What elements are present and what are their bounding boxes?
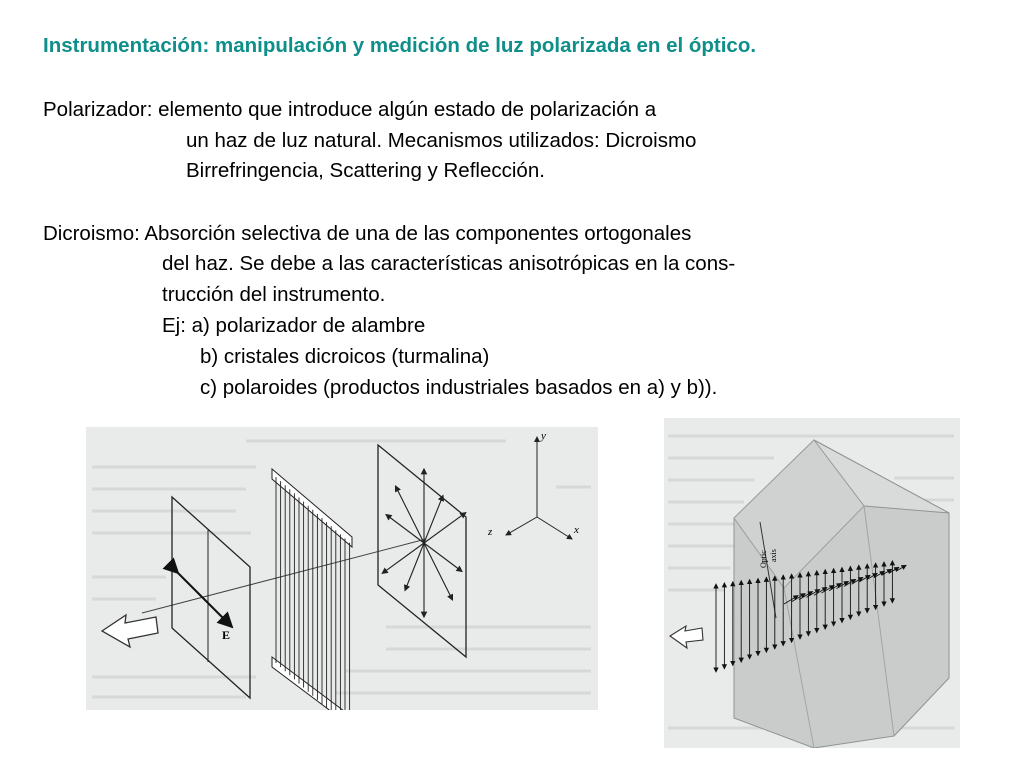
optic-label: Optic bbox=[759, 550, 768, 568]
output-arrow-icon bbox=[102, 615, 158, 647]
dichroic-crystal-figure bbox=[664, 418, 960, 748]
x-axis-label: x bbox=[574, 524, 579, 536]
wire-grid-polarizer-figure bbox=[86, 427, 598, 710]
dicroismo-line-3: trucción del instrumento. bbox=[162, 283, 386, 306]
dicroismo-line-1: Dicroismo: Absorción selectiva de una de las componentes ortogonales bbox=[43, 222, 692, 245]
polarizador-line-1: Polarizador: elemento que introduce algún estado de polarización a bbox=[43, 98, 657, 121]
axis-label: axis bbox=[769, 549, 778, 562]
dicroismo-example-b: b) cristales dicroicos (turmalina) bbox=[200, 345, 490, 368]
dicroismo-example-c: c) polaroides (productos industriales basados en a) y b)). bbox=[200, 376, 718, 399]
y-axis-label: y bbox=[541, 430, 546, 442]
wire-grid-icon bbox=[272, 469, 352, 710]
incident-arrow-icon bbox=[670, 626, 703, 648]
slide-title: Instrumentación: manipulación y medición de luz polarizada en el óptico. bbox=[43, 34, 757, 57]
e-vector-label: E bbox=[222, 628, 231, 642]
dicroismo-example-a: Ej: a) polarizador de alambre bbox=[162, 314, 426, 337]
z-axis-label: z bbox=[488, 526, 493, 538]
polarizador-line-3: Birrefringencia, Scattering y Reflección. bbox=[186, 159, 545, 182]
output-sheet bbox=[172, 497, 250, 698]
dicroismo-line-2: del haz. Se debe a las características anisotrópicas en la cons- bbox=[162, 252, 736, 275]
input-sheet bbox=[378, 445, 466, 657]
polarizador-line-2: un haz de luz natural. Mecanismos utilizados: Dicroismo bbox=[186, 129, 697, 152]
